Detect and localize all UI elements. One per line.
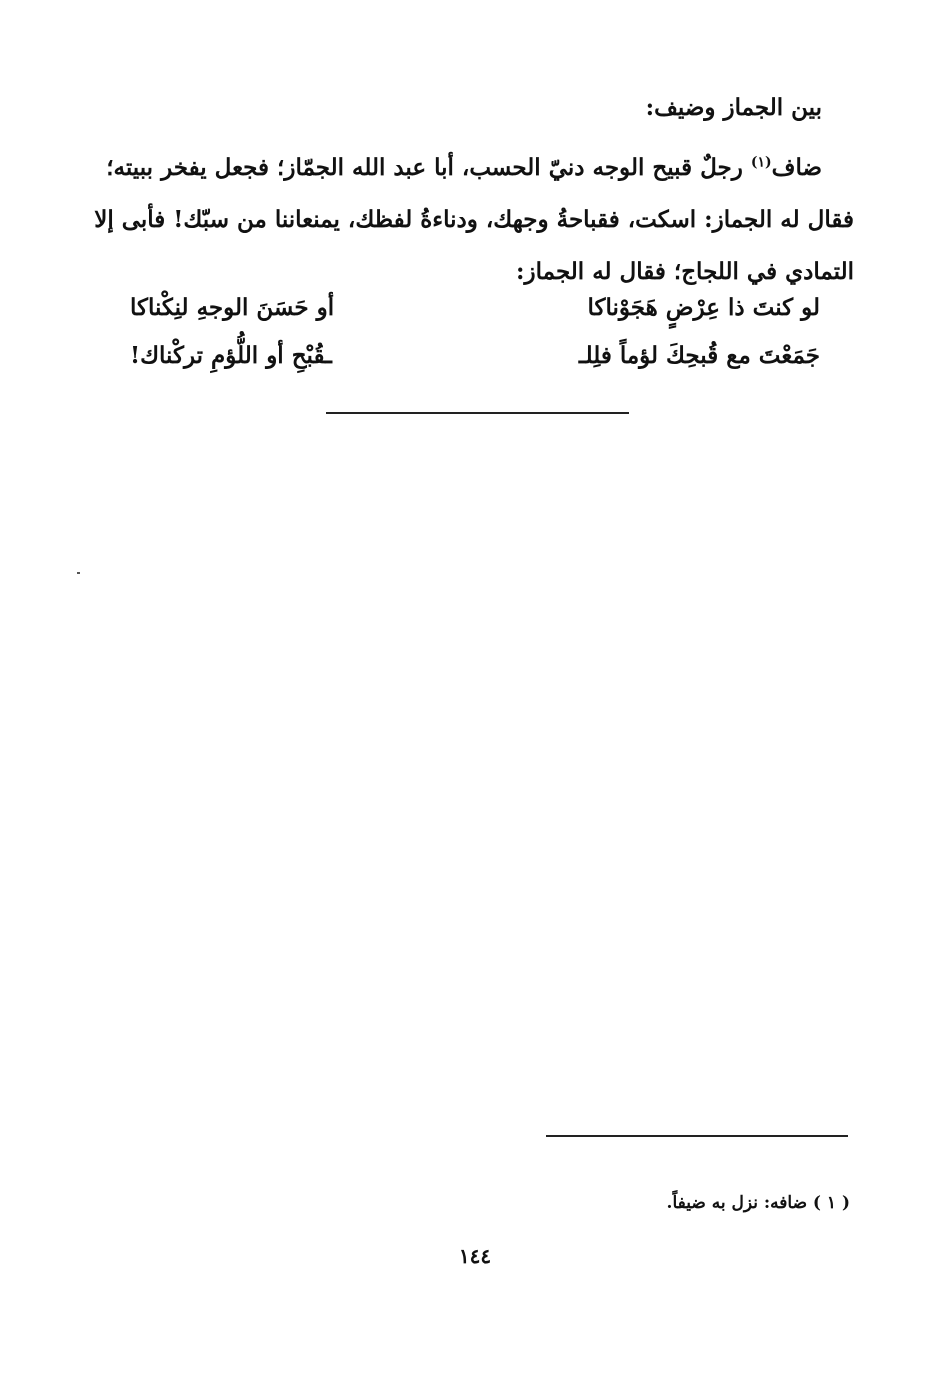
scan-speck: [77, 572, 80, 574]
poem-verse-1: [130, 286, 820, 330]
verse-2-second-hemistich: ـقُبْحِ أو اللُّؤمِ تركْناك!: [130, 342, 332, 369]
footnote-reference: (١): [750, 154, 772, 171]
section-divider: [326, 412, 629, 414]
footnote-divider: [546, 1135, 848, 1137]
footnote-text: ( ١ ) ضافه: نزل به ضيفاً.: [666, 1193, 850, 1213]
page-number: ١٤٤: [458, 1244, 492, 1268]
section-heading: بين الجماز وضيف:: [645, 94, 822, 121]
prose-paragraph: [94, 142, 854, 298]
paragraph-line-2: فقال له الجماز: اسكت، فقباحةُ وجهك، ودناءةُ لفظك، يمنعاننا من سبّك! فأبى إلا: [94, 206, 854, 233]
verse-1-second-hemistich: أو حَسَنَ الوجهِ لنِكْناكا: [130, 294, 335, 321]
poem-verse-2: [130, 334, 820, 378]
verse-1-first-hemistich: لو كنتَ ذا عِرْضٍ هَجَوْناكا: [587, 294, 820, 321]
paragraph-line-3: التمادي في اللجاج؛ فقال له الجماز:: [516, 258, 854, 285]
paragraph-line-1-rest: رجلٌ قبيح الوجه دنيّ الحسب، أبا عبد الله الجمّاز؛ فجعل يفخر ببيته؛: [106, 154, 751, 181]
verse-2-first-hemistich: جَمَعْتَ مع قُبحِكَ لؤماً فلِلـ: [578, 342, 820, 369]
paragraph-line-1: [94, 142, 854, 194]
paragraph-line-1-start: ضاف: [771, 154, 822, 181]
